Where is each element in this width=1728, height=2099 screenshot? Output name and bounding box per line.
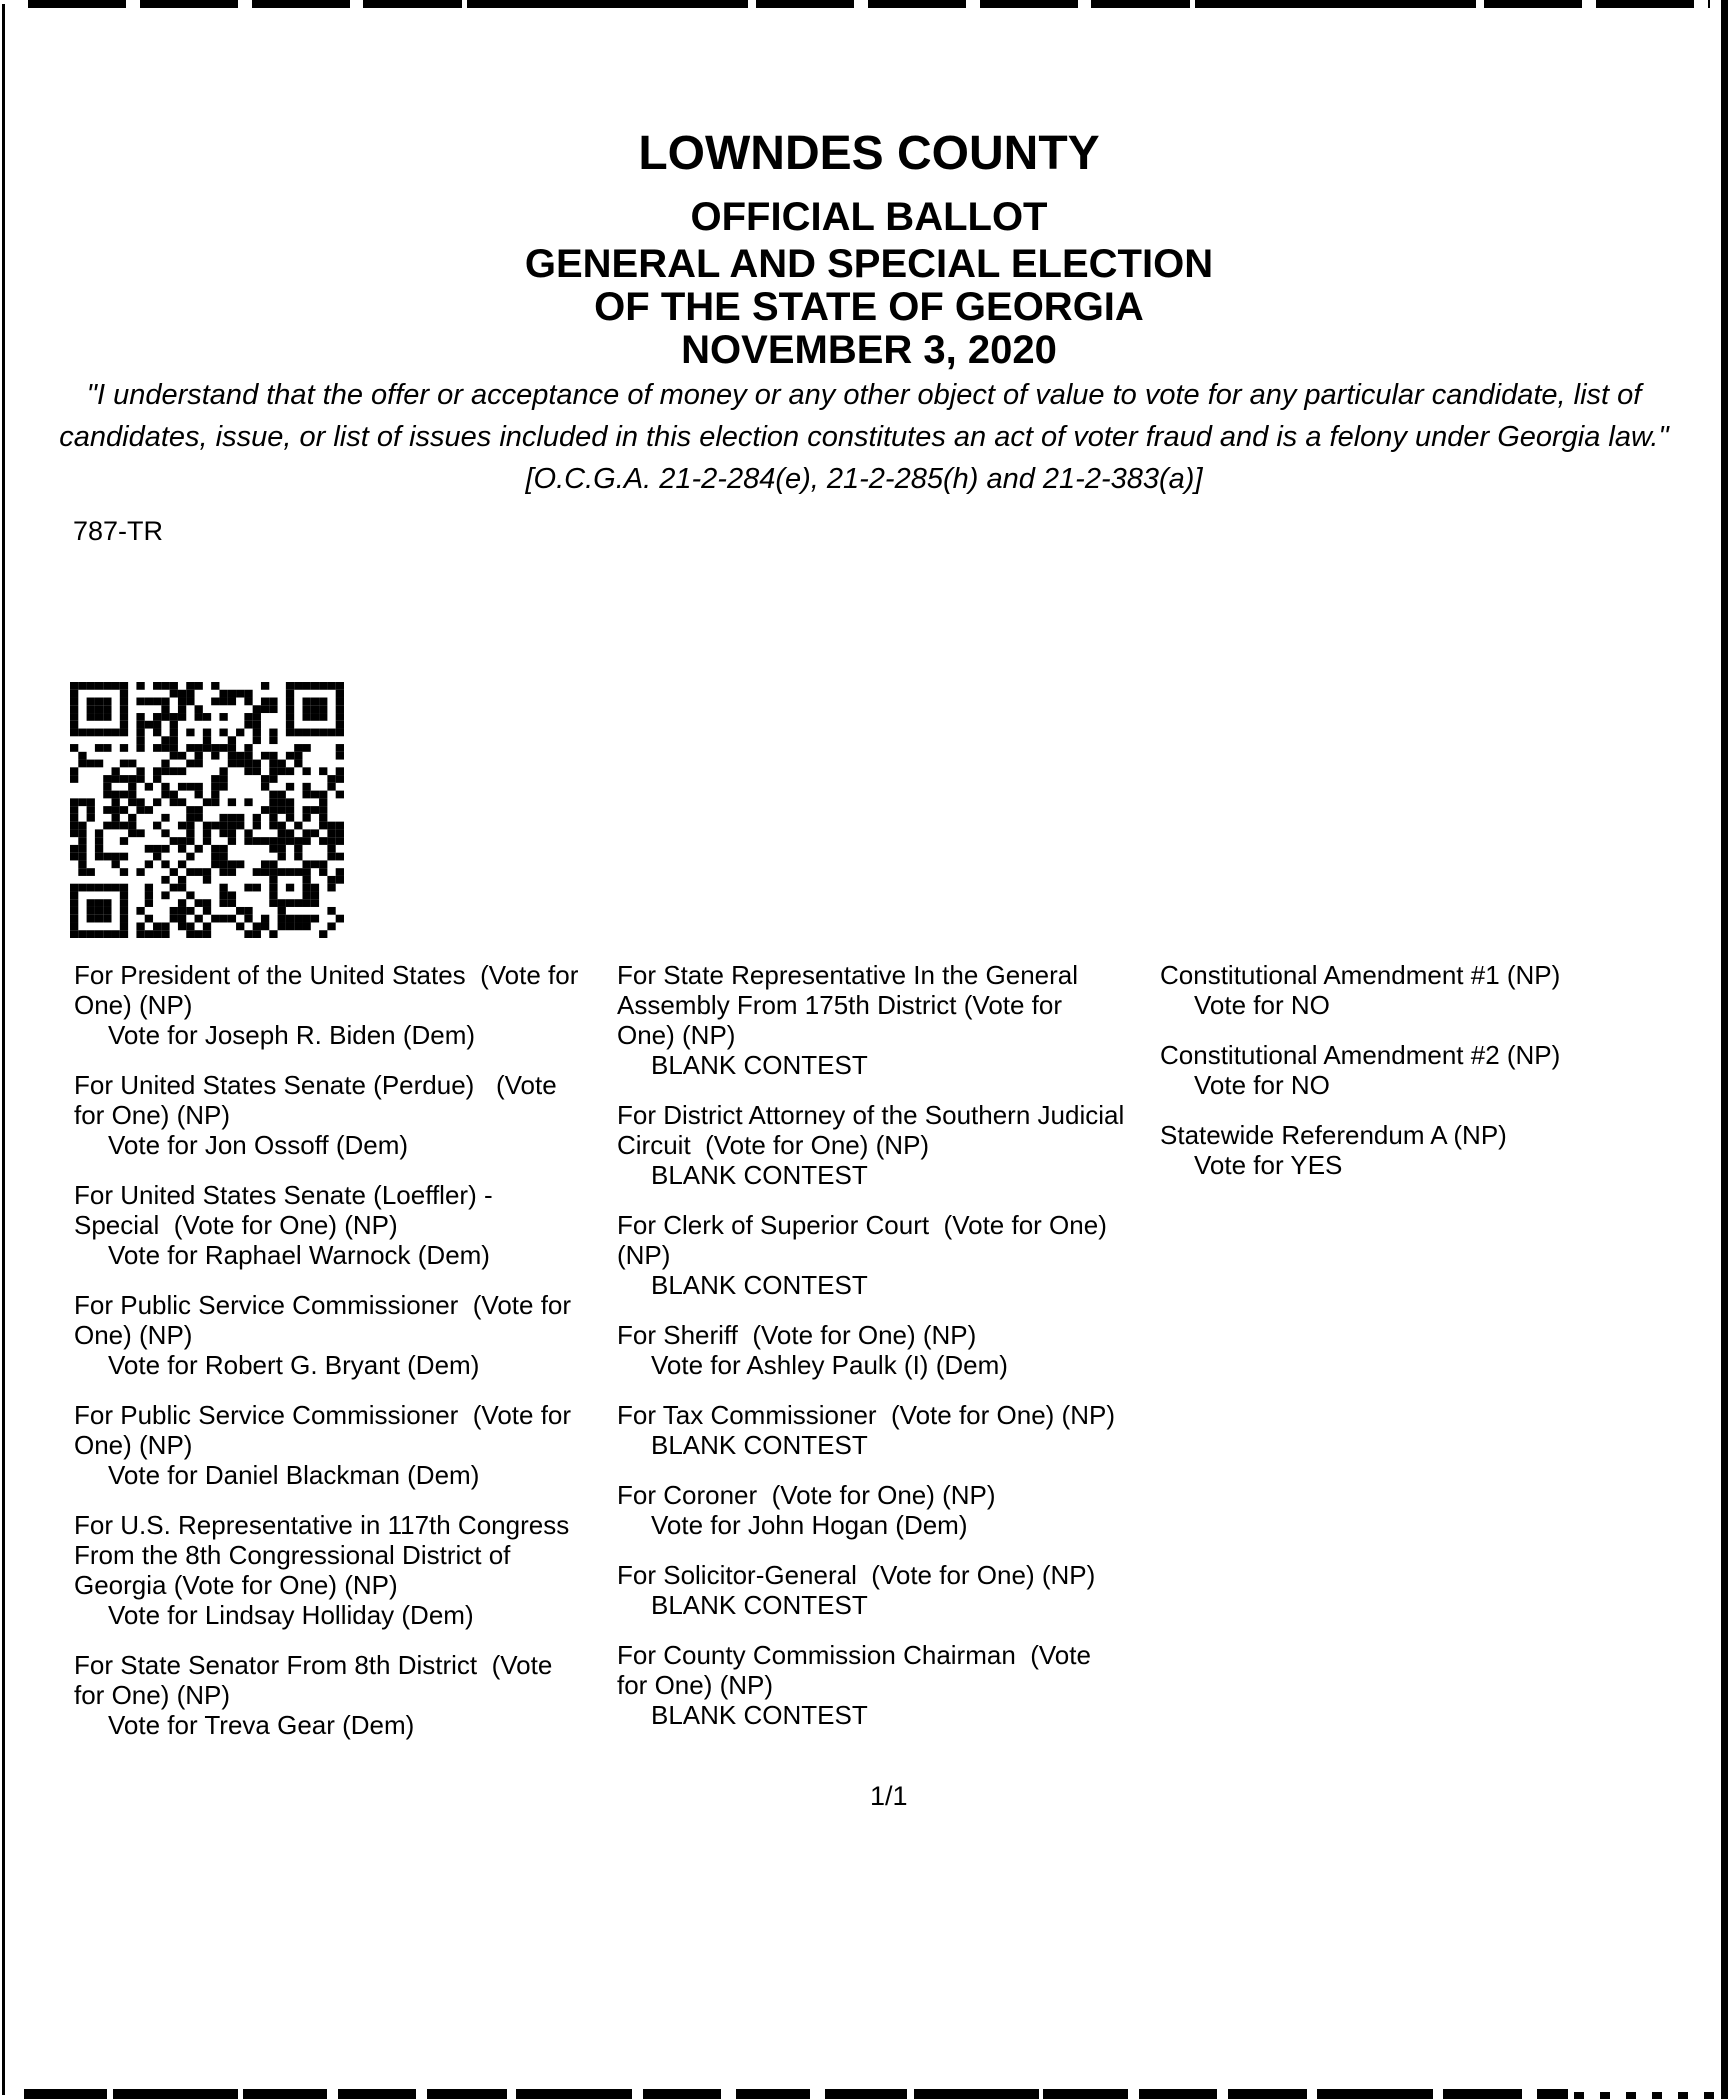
contest-title: For Solicitor-General (Vote for One) (NP) [617,1560,1096,1590]
contest-column-3 [1160,960,1670,1760]
contest-selection: Vote for Lindsay Holliday (Dem) [108,1600,474,1630]
contest-selection: BLANK CONTEST [651,1430,868,1460]
contest-selection: Vote for NO [1194,1070,1330,1100]
contest-title: Constitutional Amendment #2 (NP) [1160,1040,1561,1070]
contest-title: For State Senator From 8th District (Vote for One) (NP) [74,1650,560,1710]
contest-title: For President of the United States (Vote for One) (NP) [74,960,586,1020]
contest-selection: BLANK CONTEST [651,1700,868,1730]
contest-column-2 [617,960,1132,1760]
contest-columns [74,960,1670,1760]
contest-block [74,1650,584,1740]
contest-title: For United States Senate (Perdue) (Vote for One) (NP) [74,1070,564,1130]
left-edge-line [2,4,5,2095]
contest-title: For U.S. Representative in 117th Congress From the 8th Congressional District of Georgia (Vote for One) (NP) [74,1510,577,1600]
contest-selection: BLANK CONTEST [651,1160,868,1190]
contest-selection: Vote for Ashley Paulk (I) (Dem) [651,1350,1008,1380]
contest-selection: Vote for Raphael Warnock (Dem) [108,1240,490,1270]
contest-block [617,1400,1127,1460]
contest-title: For Sheriff (Vote for One) (NP) [617,1320,977,1350]
contest-block [74,1070,584,1160]
ballot-code: 787-TR [73,516,164,546]
contest-block [74,1290,584,1380]
contest-title: For Clerk of Superior Court (Vote for One) (NP) [617,1210,1115,1270]
contest-title: Constitutional Amendment #1 (NP) [1160,960,1561,990]
contest-block [617,1320,1127,1380]
contest-block [1160,1040,1670,1100]
qr-code [70,682,344,938]
contest-block [617,1480,1127,1540]
contest-title: For Coroner (Vote for One) (NP) [617,1480,996,1510]
contest-title: For District Attorney of the Southern Judicial Circuit (Vote for One) (NP) [617,1100,1132,1160]
voter-fraud-disclaimer: "I understand that the offer or acceptance of money or any other object of value to vote for any particular candidate, list of candidates, issue, or list of issues included in this election constitutes an act of voter fraud and is a felony under Georgia law." [O.C.G.A. 21-2-284(e), 21-2-285(h) and 21-2-383(a)] [59,379,1669,495]
bottom-right-edge-scan-marks [1574,2092,1714,2099]
contest-title: For United States Senate (Loeffler) - Special (Vote for One) (NP) [74,1180,500,1240]
contest-title: For Public Service Commissioner (Vote for One) (NP) [74,1290,579,1350]
election-title-line: OF THE STATE OF GEORGIA [594,285,1144,329]
contest-selection: Vote for Joseph R. Biden (Dem) [108,1020,476,1050]
county-title: LOWNDES COUNTY [638,127,1100,180]
contest-block [74,1180,584,1270]
ballot-type-title: OFFICIAL BALLOT [690,195,1048,239]
right-edge-bar [1721,0,1728,2099]
bottom-edge-scan-marks [24,2089,1568,2099]
contest-selection: Vote for NO [1194,990,1330,1020]
contest-title: Statewide Referendum A (NP) [1160,1120,1507,1150]
election-title-line: NOVEMBER 3, 2020 [681,328,1057,372]
contest-block [617,1100,1132,1190]
contest-selection: Vote for Treva Gear (Dem) [108,1710,415,1740]
contest-block [617,960,1127,1080]
contest-selection: BLANK CONTEST [651,1270,868,1300]
election-title-line: GENERAL AND SPECIAL ELECTION [524,242,1214,286]
contest-block [617,1210,1127,1300]
contest-block [1160,1120,1670,1180]
contest-selection: Vote for John Hogan (Dem) [651,1510,968,1540]
top-edge-scan-marks [28,0,1710,8]
contest-column-1 [74,960,584,1760]
contest-title: For State Representative In the General Assembly From 175th District (Vote for One) (NP) [617,960,1084,1050]
contest-block [74,1510,584,1630]
election-title [54,243,1684,372]
contest-block [74,1400,584,1490]
contest-selection: Vote for Daniel Blackman (Dem) [108,1460,480,1490]
contest-title: For County Commission Chairman (Vote for One) (NP) [617,1640,1099,1700]
contest-selection: BLANK CONTEST [651,1590,868,1620]
contest-title: For Tax Commissioner (Vote for One) (NP) [617,1400,1115,1430]
contest-block [74,960,584,1050]
contest-selection: Vote for YES [1194,1150,1343,1180]
contest-block [617,1560,1127,1620]
contest-selection: Vote for Robert G. Bryant (Dem) [108,1350,480,1380]
contest-block [617,1640,1127,1730]
contest-title: For Public Service Commissioner (Vote for One) (NP) [74,1400,579,1460]
contest-block [1160,960,1670,1020]
page-number: 1/1 [870,1781,908,1811]
contest-selection: BLANK CONTEST [651,1050,868,1080]
contest-selection: Vote for Jon Ossoff (Dem) [108,1130,409,1160]
